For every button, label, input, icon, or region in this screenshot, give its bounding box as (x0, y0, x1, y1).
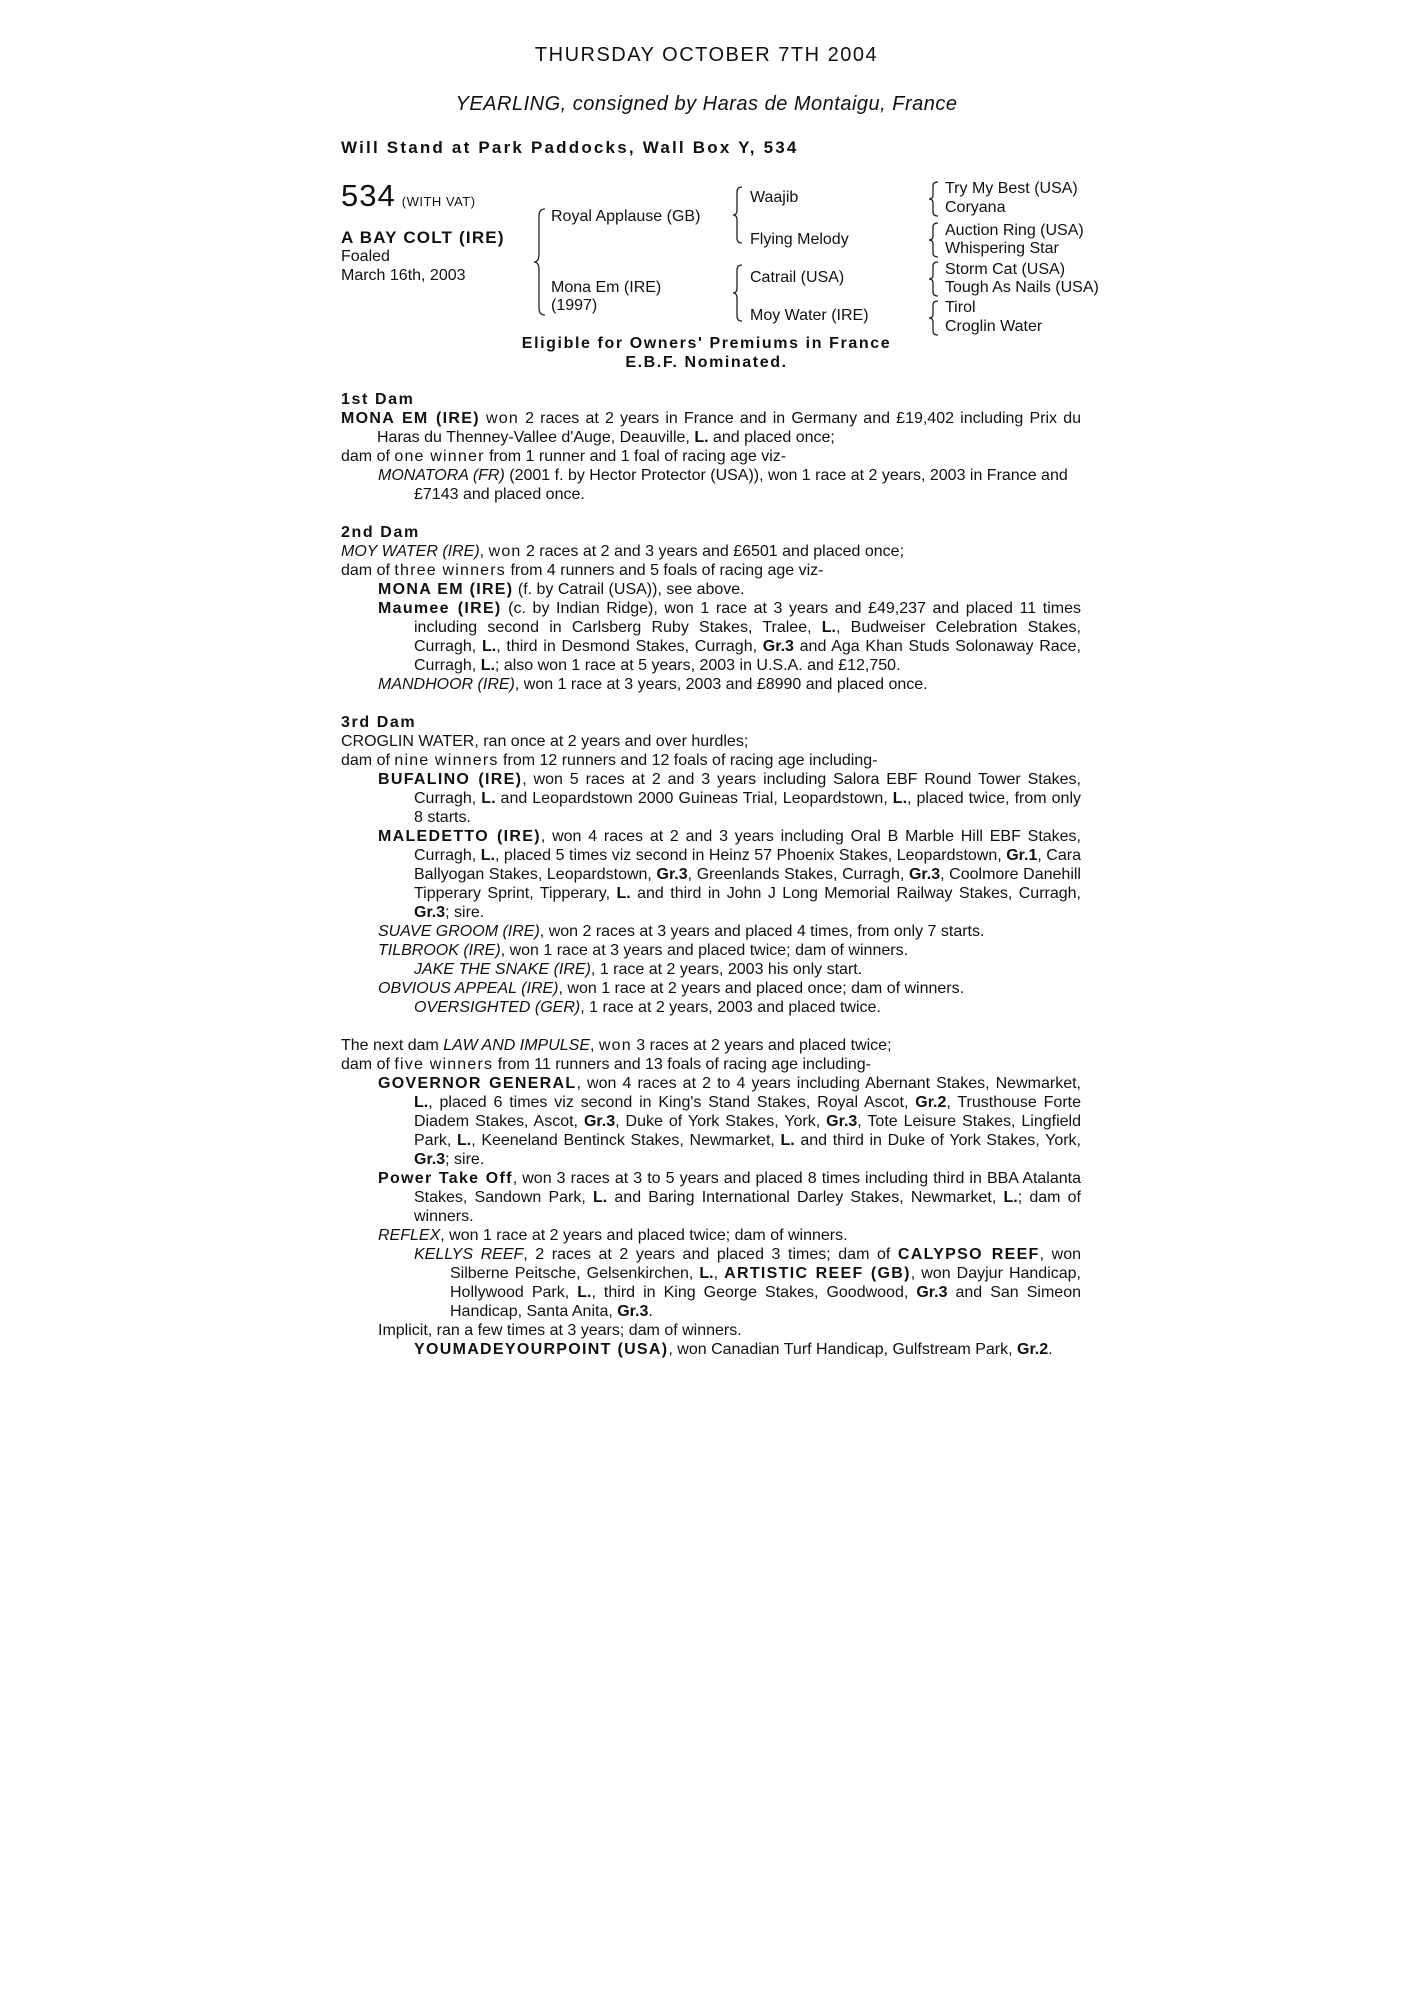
third-dam-record: CROGLIN WATER, ran once at 2 years and over hurdles; (341, 733, 749, 750)
pedigree-brace-g4 (928, 300, 940, 336)
progeny-entry: TILBROOK (IRE), won 1 race at 3 years and placed twice; dam of winners. (378, 942, 909, 959)
second-dam-section (341, 523, 1081, 694)
consignment-line: YEARLING, consigned by Haras de Montaigu, France (455, 93, 958, 115)
horse-description: A BAY COLT (IRE) (341, 228, 505, 247)
progeny-name: YOUMADEYOURPOINT (USA) (414, 1341, 669, 1358)
pedigree-brace-sire (732, 186, 744, 244)
progeny-name: GOVERNOR GENERAL (378, 1075, 577, 1092)
pedigree-g4: Whispering Star (945, 240, 1059, 257)
progeny-name: OBVIOUS APPEAL (IRE) (378, 980, 559, 997)
grand-progeny-entry: OVERSIGHTED (GER), 1 race at 2 years, 2003 and placed twice. (414, 999, 881, 1016)
progeny-name: REFLEX (378, 1227, 441, 1244)
produce-summary: dam of nine winners from 12 runners and 12 foals of racing age including- (341, 752, 878, 769)
dam-pages (341, 390, 1081, 1378)
progeny-entry: REFLEX, won 1 race at 2 years and placed twice; dam of winners. (378, 1227, 848, 1244)
progeny-name: Power Take Off (378, 1170, 513, 1187)
progeny-name: MANDHOOR (IRE) (378, 676, 515, 693)
progeny-name: JAKE THE SNAKE (IRE) (414, 961, 591, 978)
pedigree-g6: Tough As Nails (USA) (945, 279, 1099, 296)
foaled-date: March 16th, 2003 (341, 267, 466, 284)
progeny-entry: MALEDETTO (IRE), won 4 races at 2 and 3 years including Oral B Marble Hill EBF Stakes, Curragh, L., placed 5 times viz second in Heinz 57 Phoenix Stakes, Leopardstown, Gr.1, Cara Ballyogan Stakes, Leopardstown, Gr.3, Greenlands Stakes, Curragh, Gr.3, Coolmore Danehill Tipperary Sprint, Tipperary, L. and third in John J Long Memorial Railway Stakes, Curragh, Gr.3; sire. (378, 828, 1082, 921)
section-heading: 1st Dam (341, 391, 415, 408)
progeny-entry: BUFALINO (IRE), won 5 races at 2 and 3 years including Salora EBF Round Tower Stakes, Curragh, L. and Leopardstown 2000 Guineas Trial, Leopardstown, L., placed twice, from only 8 starts. (378, 771, 1081, 826)
pedigree-brace-g2 (928, 222, 940, 258)
second-dam-record: MOY WATER (IRE), won 2 races at 2 and 3 years and £6501 and placed once; (341, 543, 905, 560)
section-heading: 2nd Dam (341, 524, 420, 541)
third-dam-section (341, 713, 1081, 1017)
progeny-entry: GOVERNOR GENERAL, won 4 races at 2 to 4 years including Abernant Stakes, Newmarket, L., placed 6 times viz second in King's Stand Stakes, Royal Ascot, Gr.2, Trusthouse Forte Diadem Stakes, Ascot, Gr.3, Duke of York Stakes, York, Gr.3, Tote Leisure Stakes, Lingfield Park, L., Keeneland Bentinck Stakes, Newmarket, L. and third in Duke of York Stakes, York, Gr.3; sire. (378, 1075, 1082, 1168)
progeny-name: MALEDETTO (IRE) (378, 828, 541, 845)
ebf-line: E.B.F. Nominated. (625, 354, 788, 371)
pedigree-g1: Try My Best (USA) (945, 180, 1078, 197)
pedigree-dam-year: (1997) (551, 297, 598, 314)
pedigree-sire-dam: Flying Melody (750, 231, 849, 248)
pedigree-g7: Tirol (945, 299, 976, 316)
progeny-name: SUAVE GROOM (IRE) (378, 923, 540, 940)
pedigree-brace-g1 (928, 181, 940, 217)
pedigree-g5: Storm Cat (USA) (945, 261, 1066, 278)
eligibility-notes (0, 334, 1413, 372)
progeny-entry: MONATORA (FR) (2001 f. by Hector Protector (USA)), won 1 race at 2 years, 2003 in France and £7143 and placed once. (378, 467, 1068, 503)
sale-date: THURSDAY OCTOBER 7TH 2004 (534, 44, 879, 66)
pedigree-dam: Mona Em (IRE) (551, 279, 662, 296)
lot-number: 534 (341, 178, 396, 213)
pedigree-dam-dam: Moy Water (IRE) (750, 307, 869, 324)
progeny-name: MONA EM (IRE) (378, 581, 514, 598)
foaled-info (341, 247, 466, 285)
lot-number-block (341, 178, 476, 214)
grand-progeny-entry: YOUMADEYOURPOINT (USA), won Canadian Turf Handicap, Gulfstream Park, Gr.2. (414, 1341, 1053, 1358)
owners-premiums-line: Eligible for Owners' Premiums in France (521, 335, 892, 352)
dam-name: MOY WATER (IRE) (341, 543, 480, 560)
progeny-name: BUFALINO (IRE) (378, 771, 523, 788)
progeny-name: KELLYS REEF (414, 1246, 524, 1263)
grand-progeny-entry: JAKE THE SNAKE (IRE), 1 race at 2 years, 2003 his only start. (414, 961, 863, 978)
progeny-entry: Implicit, ran a few times at 3 years; dam of winners. (378, 1322, 742, 1339)
pedigree-sire: Royal Applause (GB) (551, 208, 701, 225)
first-dam-section (341, 390, 1081, 504)
pedigree-brace-dam (732, 264, 744, 322)
progeny-name: MONATORA (FR) (378, 467, 505, 484)
next-dam-record: The next dam LAW AND IMPULSE, won 3 races at 2 years and placed twice; (341, 1037, 892, 1054)
foaled-label: Foaled (341, 248, 390, 265)
pedigree-g3: Auction Ring (USA) (945, 222, 1084, 239)
grand-progeny-entry: KELLYS REEF, 2 races at 2 years and placed 3 times; dam of CALYPSO REEF, won Silberne Peitsche, Gelsenkirchen, L., ARTISTIC REEF (GB), won Dayjur Handicap, Hollywood Park, L., third in King George Stakes, Goodwood, Gr.3 and San Simeon Handicap, Santa Anita, Gr.3. (414, 1246, 1081, 1320)
progeny-entry: MONA EM (IRE) (f. by Catrail (USA)), see above. (378, 581, 745, 598)
produce-summary: dam of five winners from 11 runners and 13 foals of racing age including- (341, 1056, 871, 1073)
first-dam-record: MONA EM (IRE) won 2 races at 2 years in France and in Germany and £19,402 including Prix du Haras du Thenney-Vallee d'Auge, Deauville, L. and placed once; (341, 410, 1081, 446)
stabling-line: Will Stand at Park Paddocks, Wall Box Y, 534 (341, 138, 799, 157)
pedigree-brace-main (533, 208, 547, 316)
section-heading: 3rd Dam (341, 714, 417, 731)
progeny-entry: OBVIOUS APPEAL (IRE), won 1 race at 2 years and placed once; dam of winners. (378, 980, 965, 997)
dam-name: LAW AND IMPULSE (443, 1037, 590, 1054)
progeny-name: TILBROOK (IRE) (378, 942, 501, 959)
pedigree-dam-sire: Catrail (USA) (750, 269, 845, 286)
progeny-entry: SUAVE GROOM (IRE), won 2 races at 3 years and placed 4 times, from only 7 starts. (378, 923, 985, 940)
progeny-entry: Power Take Off, won 3 races at 3 to 5 years and placed 8 times including third in BBA Atalanta Stakes, Sandown Park, L. and Baring International Darley Stakes, Newmarket, L.; dam of winners. (378, 1170, 1081, 1225)
pedigree-brace-g3 (928, 261, 940, 297)
progeny-entry: Maumee (IRE) (c. by Indian Ridge), won 1 race at 3 years and £49,237 and placed 11 times including second in Carlsberg Ruby Stakes, Tralee, L., Budweiser Celebration Stakes, Curragh, L., third in Desmond Stakes, Curragh, Gr.3 and Aga Khan Studs Solonaway Race, Curragh, L.; also won 1 race at 5 years, 2003 in U.S.A. and £12,750. (378, 600, 1082, 674)
next-dam-section (341, 1036, 1081, 1359)
produce-summary: dam of three winners from 4 runners and 5 foals of racing age viz- (341, 562, 824, 579)
won-text: won (486, 410, 519, 427)
progeny-name: Maumee (IRE) (378, 600, 502, 617)
progeny-name: OVERSIGHTED (GER) (414, 999, 581, 1016)
pedigree-g8: Croglin Water (945, 318, 1043, 335)
dam-name: MONA EM (IRE) (341, 410, 480, 427)
progeny-entry: MANDHOOR (IRE), won 1 race at 3 years, 2003 and £8990 and placed once. (378, 676, 928, 693)
produce-summary: dam of one winner from 1 runner and 1 foal of racing age viz- (341, 448, 787, 465)
pedigree-sire-sire: Waajib (750, 189, 799, 206)
vat-note: (WITH VAT) (401, 194, 476, 209)
pedigree-g2: Coryana (945, 199, 1006, 216)
